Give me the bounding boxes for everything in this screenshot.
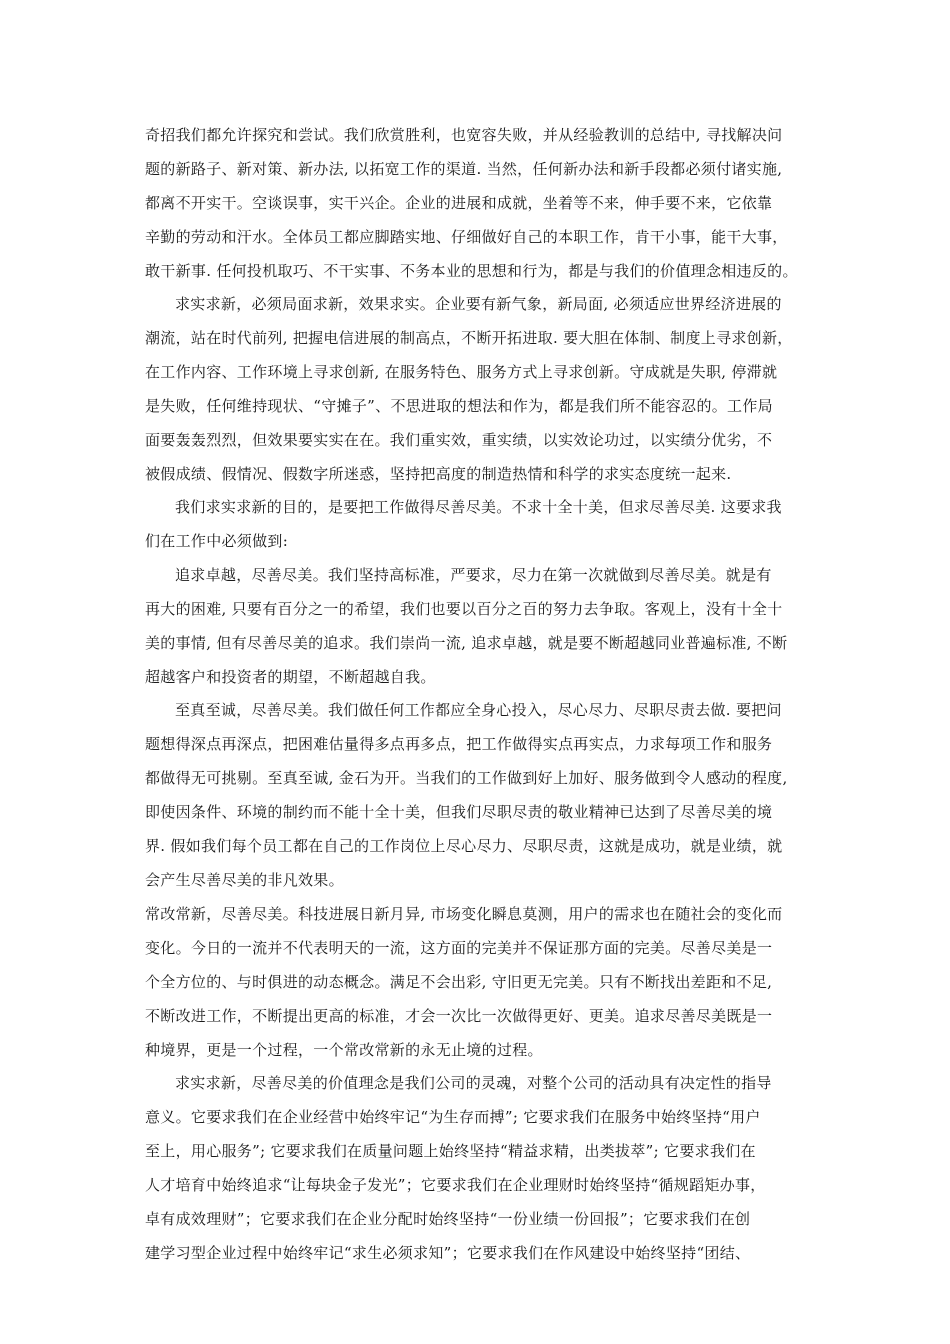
text-line: 界. 假如我们每个员工都在自己的工作岗位上尽心尽力、尽职尽责，这就是成功，就是业绩，就 [145,837,783,855]
text-line: 求实求新，必须局面求新，效果求实。企业要有新气象，新局面, 必须适应世界经济进展的 [175,295,782,313]
text-line: 常改常新，尽善尽美。科技进展日新月异, 市场变化瞬息莫测，用户的需求也在随社会的变化而 [145,905,783,923]
text-line: 都离不开实干。空谈误事，实干兴企。企业的进展和成就，坐着等不来，伸手要不来，它依靠 [145,194,773,212]
text-line: 题的新路子、新对策、新办法, 以拓宽工作的渠道. 当然，任何新办法和新手段都必须付诸实施, [145,160,783,178]
text-line: 超越客户和投资者的期望，不断超越自我。 [145,668,436,686]
text-line: 不断改进工作，不断提出更高的标准，才会一次比一次做得更好、更美。追求尽善尽美既是一 [145,1007,773,1025]
text-line: 我们求实求新的目的，是要把工作做得尽善尽美。不求十全十美，但求尽善尽美. 这要求我 [175,498,782,516]
text-line: 追求卓越，尽善尽美。我们坚持高标准，严要求，尽力在第一次就做到尽善尽美。就是有 [175,566,772,584]
text-line: 至上，用心服务”; 它要求我们在质量问题上始终坚持“精益求精，出类拔萃”; 它要求我们在 [145,1142,756,1160]
text-line: 是失败，任何维持现状、“守摊子”、不思进取的想法和作为，都是我们所不能容忍的。工作局 [145,397,773,415]
text-line: 人才培育中始终追求“让每块金子发光”；它要求我们在企业理财时始终坚持“循规蹈矩办事， [145,1176,766,1194]
text-line: 奇招我们都允许探究和尝试。我们欣赏胜利，也宽容失败，并从经验教训的总结中, 寻找解决问 [145,126,783,144]
text-line: 面要轰轰烈烈，但效果要实实在在。我们重实效，重实绩，以实效论功过，以实绩分优劣，不 [145,431,773,449]
text-line: 求实求新，尽善尽美的价值理念是我们公司的灵魂，对整个公司的活动具有决定性的指导 [175,1074,772,1092]
text-line: 潮流，站在时代前列, 把握电信进展的制高点，不断开拓进取. 要大胆在体制、制度上寻求创新， [145,329,793,347]
text-line: 种境界，更是一个过程，一个常改常新的永无止境的过程。 [145,1041,543,1059]
text-line: 敢干新事. 任何投机取巧、不干实事、不务本业的思想和行为，都是与我们的价值理念相违反的。 [145,262,798,280]
text-line: 意义。它要求我们在企业经营中始终牢记“为生存而搏”; 它要求我们在服务中始终坚持“用户 [145,1108,761,1126]
text-line: 即使因条件、环境的制约而不能十全十美，但我们尽职尽责的敬业精神已达到了尽善尽美的境 [145,803,773,821]
text-line: 被假成绩、假情况、假数字所迷惑，坚持把高度的制造热情和科学的求实态度统一起来. [145,465,732,483]
text-line: 卓有成效理财”；它要求我们在企业分配时始终坚持“一份业绩一份回报”；它要求我们在创 [145,1210,751,1228]
text-line: 变化。今日的一流并不代表明天的一流，这方面的完美并不保证那方面的完美。尽善尽美是一 [145,939,773,957]
text-line: 们在工作中必须做到: [145,532,289,550]
text-line: 个全方位的、与时俱进的动态概念。满足不会出彩, 守旧更无完美。只有不断找出差距和不足, [145,973,773,991]
text-line: 建学习型企业过程中始终牢记“求生必须求知”；它要求我们在作风建设中始终坚持“团结、 [145,1244,751,1262]
text-line: 至真至诚，尽善尽美。我们做任何工作都应全身心投入，尽心尽力、尽职尽责去做. 要把问 [175,701,782,719]
text-line: 在工作内容、工作环境上寻求创新, 在服务特色、服务方式上寻求创新。守成就是失职, 停滞就 [145,363,778,381]
text-line: 再大的困难, 只要有百分之一的希望，我们也要以百分之百的努力去争取。客观上，没有十全十 [145,600,783,618]
text-line: 都做得无可挑剔。至真至诚, 金石为开。当我们的工作做到好上加好、服务做到令人感动的程度, [145,769,788,787]
text-line: 会产生尽善尽美的非凡效果。 [145,871,344,889]
text-line: 辛勤的劳动和汗水。全体员工都应脚踏实地、仔细做好自己的本职工作，肯干小事，能干大事， [145,228,788,246]
text-line: 美的事情, 但有尽善尽美的追求。我们崇尚一流, 追求卓越，就是要不断超越同业普遍标准, 不断 [145,634,788,652]
text-line: 题想得深点再深点，把困难估量得多点再多点，把工作做得实点再实点，力求每项工作和服务 [145,735,773,753]
